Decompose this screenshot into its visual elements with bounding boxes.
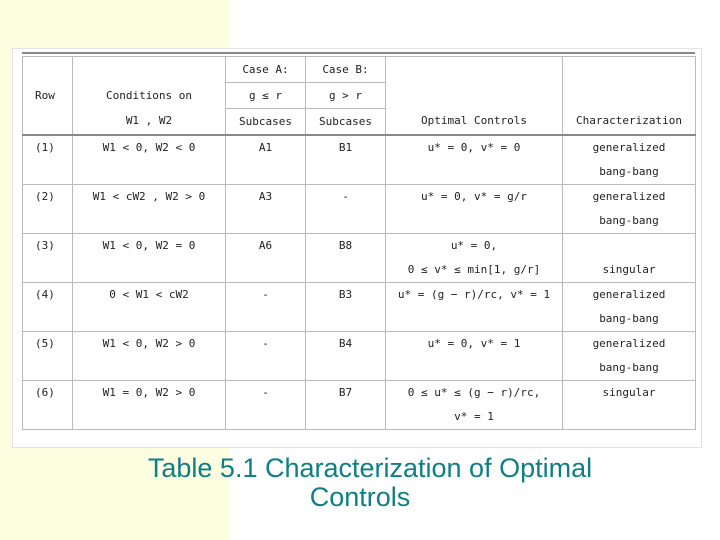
header-optimal-controls: Optimal Controls bbox=[386, 109, 563, 136]
row-conditions: W1 < cW2 , W2 > 0 bbox=[73, 185, 226, 210]
row-cell-empty bbox=[23, 307, 73, 332]
table-row bbox=[23, 381, 696, 406]
header-row-label-cell bbox=[23, 57, 73, 83]
row-case-a: A6 bbox=[226, 234, 306, 259]
row-cell-empty bbox=[306, 307, 386, 332]
row-case-b: B7 bbox=[306, 381, 386, 406]
row-controls: u* = 0, v* = 1 bbox=[386, 332, 563, 357]
row-controls-cont: 0 ≤ v* ≤ min[1, g/r] bbox=[386, 258, 563, 283]
row-cell-empty bbox=[73, 209, 226, 234]
row-controls: 0 ≤ u* ≤ (g − r)/rc, bbox=[386, 381, 563, 406]
row-cell-empty bbox=[73, 258, 226, 283]
row-cell-empty bbox=[226, 258, 306, 283]
row-cell-empty bbox=[306, 356, 386, 381]
row-characterization-cont: singular bbox=[563, 258, 696, 283]
row-conditions: W1 < 0, W2 < 0 bbox=[73, 135, 226, 160]
table-row-continuation bbox=[23, 258, 696, 283]
row-cell-empty bbox=[73, 160, 226, 185]
row-characterization: generalized bbox=[563, 332, 696, 357]
header-characterization-cell bbox=[563, 57, 696, 83]
row-characterization: generalized bbox=[563, 135, 696, 160]
row-conditions: 0 < W1 < cW2 bbox=[73, 283, 226, 308]
header-row-label: Row bbox=[23, 83, 73, 109]
row-cell-empty bbox=[73, 356, 226, 381]
row-controls: u* = 0, v* = g/r bbox=[386, 185, 563, 210]
row-case-a: - bbox=[226, 381, 306, 406]
header-case-b: Case B: bbox=[306, 57, 386, 83]
header-subcases-a: Subcases bbox=[226, 109, 306, 136]
row-controls-cont bbox=[386, 160, 563, 185]
row-characterization: generalized bbox=[563, 283, 696, 308]
row-cell-empty bbox=[73, 405, 226, 430]
row-cell-empty bbox=[226, 307, 306, 332]
row-controls-cont bbox=[386, 356, 563, 381]
header-characterization-spacer bbox=[563, 83, 696, 109]
row-controls-cont bbox=[386, 209, 563, 234]
header-row-spacer bbox=[23, 109, 73, 136]
row-conditions: W1 < 0, W2 = 0 bbox=[73, 234, 226, 259]
row-cell-empty bbox=[226, 209, 306, 234]
characterization-table bbox=[22, 56, 696, 430]
row-number: (3) bbox=[23, 234, 73, 259]
row-characterization-cont: bang-bang bbox=[563, 307, 696, 332]
row-characterization-cont bbox=[563, 405, 696, 430]
row-case-b: B4 bbox=[306, 332, 386, 357]
caption-line-2: Controls bbox=[309, 482, 411, 512]
table-row-continuation bbox=[23, 356, 696, 381]
row-cell-empty bbox=[226, 405, 306, 430]
row-case-b: B8 bbox=[306, 234, 386, 259]
row-cell-empty bbox=[23, 258, 73, 283]
table-row bbox=[23, 332, 696, 357]
header-controls-cell bbox=[386, 57, 563, 83]
row-cell-empty bbox=[226, 160, 306, 185]
row-case-a: A1 bbox=[226, 135, 306, 160]
table-row-continuation bbox=[23, 160, 696, 185]
row-number: (2) bbox=[23, 185, 73, 210]
header-case-a-condition: g ≤ r bbox=[226, 83, 306, 109]
row-number: (6) bbox=[23, 381, 73, 406]
row-number: (5) bbox=[23, 332, 73, 357]
table-caption bbox=[0, 454, 720, 512]
table-row bbox=[23, 234, 696, 259]
header-row bbox=[23, 57, 696, 83]
row-cell-empty bbox=[306, 209, 386, 234]
header-subcases-b: Subcases bbox=[306, 109, 386, 136]
row-controls: u* = (g − r)/rc, v* = 1 bbox=[386, 283, 563, 308]
row-characterization: generalized bbox=[563, 185, 696, 210]
row-controls: u* = 0, v* = 0 bbox=[386, 135, 563, 160]
header-case-a: Case A: bbox=[226, 57, 306, 83]
row-cell-empty bbox=[23, 356, 73, 381]
header-case-b-condition: g > r bbox=[306, 83, 386, 109]
row-cell-empty bbox=[23, 405, 73, 430]
row-case-b: - bbox=[306, 185, 386, 210]
row-case-a: - bbox=[226, 332, 306, 357]
header-row bbox=[23, 109, 696, 136]
table-row-continuation bbox=[23, 209, 696, 234]
header-conditions-label: Conditions on bbox=[73, 83, 226, 109]
row-number: (1) bbox=[23, 135, 73, 160]
table-top-rule bbox=[22, 52, 695, 54]
row-characterization-cont: bang-bang bbox=[563, 209, 696, 234]
row-case-a: - bbox=[226, 283, 306, 308]
table-row bbox=[23, 283, 696, 308]
row-case-b: B1 bbox=[306, 135, 386, 160]
row-cell-empty bbox=[306, 258, 386, 283]
header-row bbox=[23, 83, 696, 109]
row-conditions: W1 < 0, W2 > 0 bbox=[73, 332, 226, 357]
row-controls-cont bbox=[386, 307, 563, 332]
row-number: (4) bbox=[23, 283, 73, 308]
row-case-a: A3 bbox=[226, 185, 306, 210]
row-characterization-cont: bang-bang bbox=[563, 356, 696, 381]
table-row bbox=[23, 135, 696, 160]
row-controls: u* = 0, bbox=[386, 234, 563, 259]
row-cell-empty bbox=[306, 405, 386, 430]
header-conditions-cell bbox=[73, 57, 226, 83]
row-cell-empty bbox=[226, 356, 306, 381]
row-cell-empty bbox=[23, 160, 73, 185]
row-characterization: singular bbox=[563, 381, 696, 406]
row-controls-cont: v* = 1 bbox=[386, 405, 563, 430]
row-cell-empty bbox=[306, 160, 386, 185]
table-row-continuation bbox=[23, 405, 696, 430]
header-conditions-vars: W1 , W2 bbox=[73, 109, 226, 136]
row-cell-empty bbox=[23, 209, 73, 234]
row-conditions: W1 = 0, W2 > 0 bbox=[73, 381, 226, 406]
caption-line-1: Table 5.1 Characterization of Optimal bbox=[147, 453, 593, 483]
row-case-b: B3 bbox=[306, 283, 386, 308]
table-row-continuation bbox=[23, 307, 696, 332]
row-characterization bbox=[563, 234, 696, 259]
row-characterization-cont: bang-bang bbox=[563, 160, 696, 185]
table-row bbox=[23, 185, 696, 210]
header-controls-spacer bbox=[386, 83, 563, 109]
row-cell-empty bbox=[73, 307, 226, 332]
header-characterization: Characterization bbox=[563, 109, 696, 136]
